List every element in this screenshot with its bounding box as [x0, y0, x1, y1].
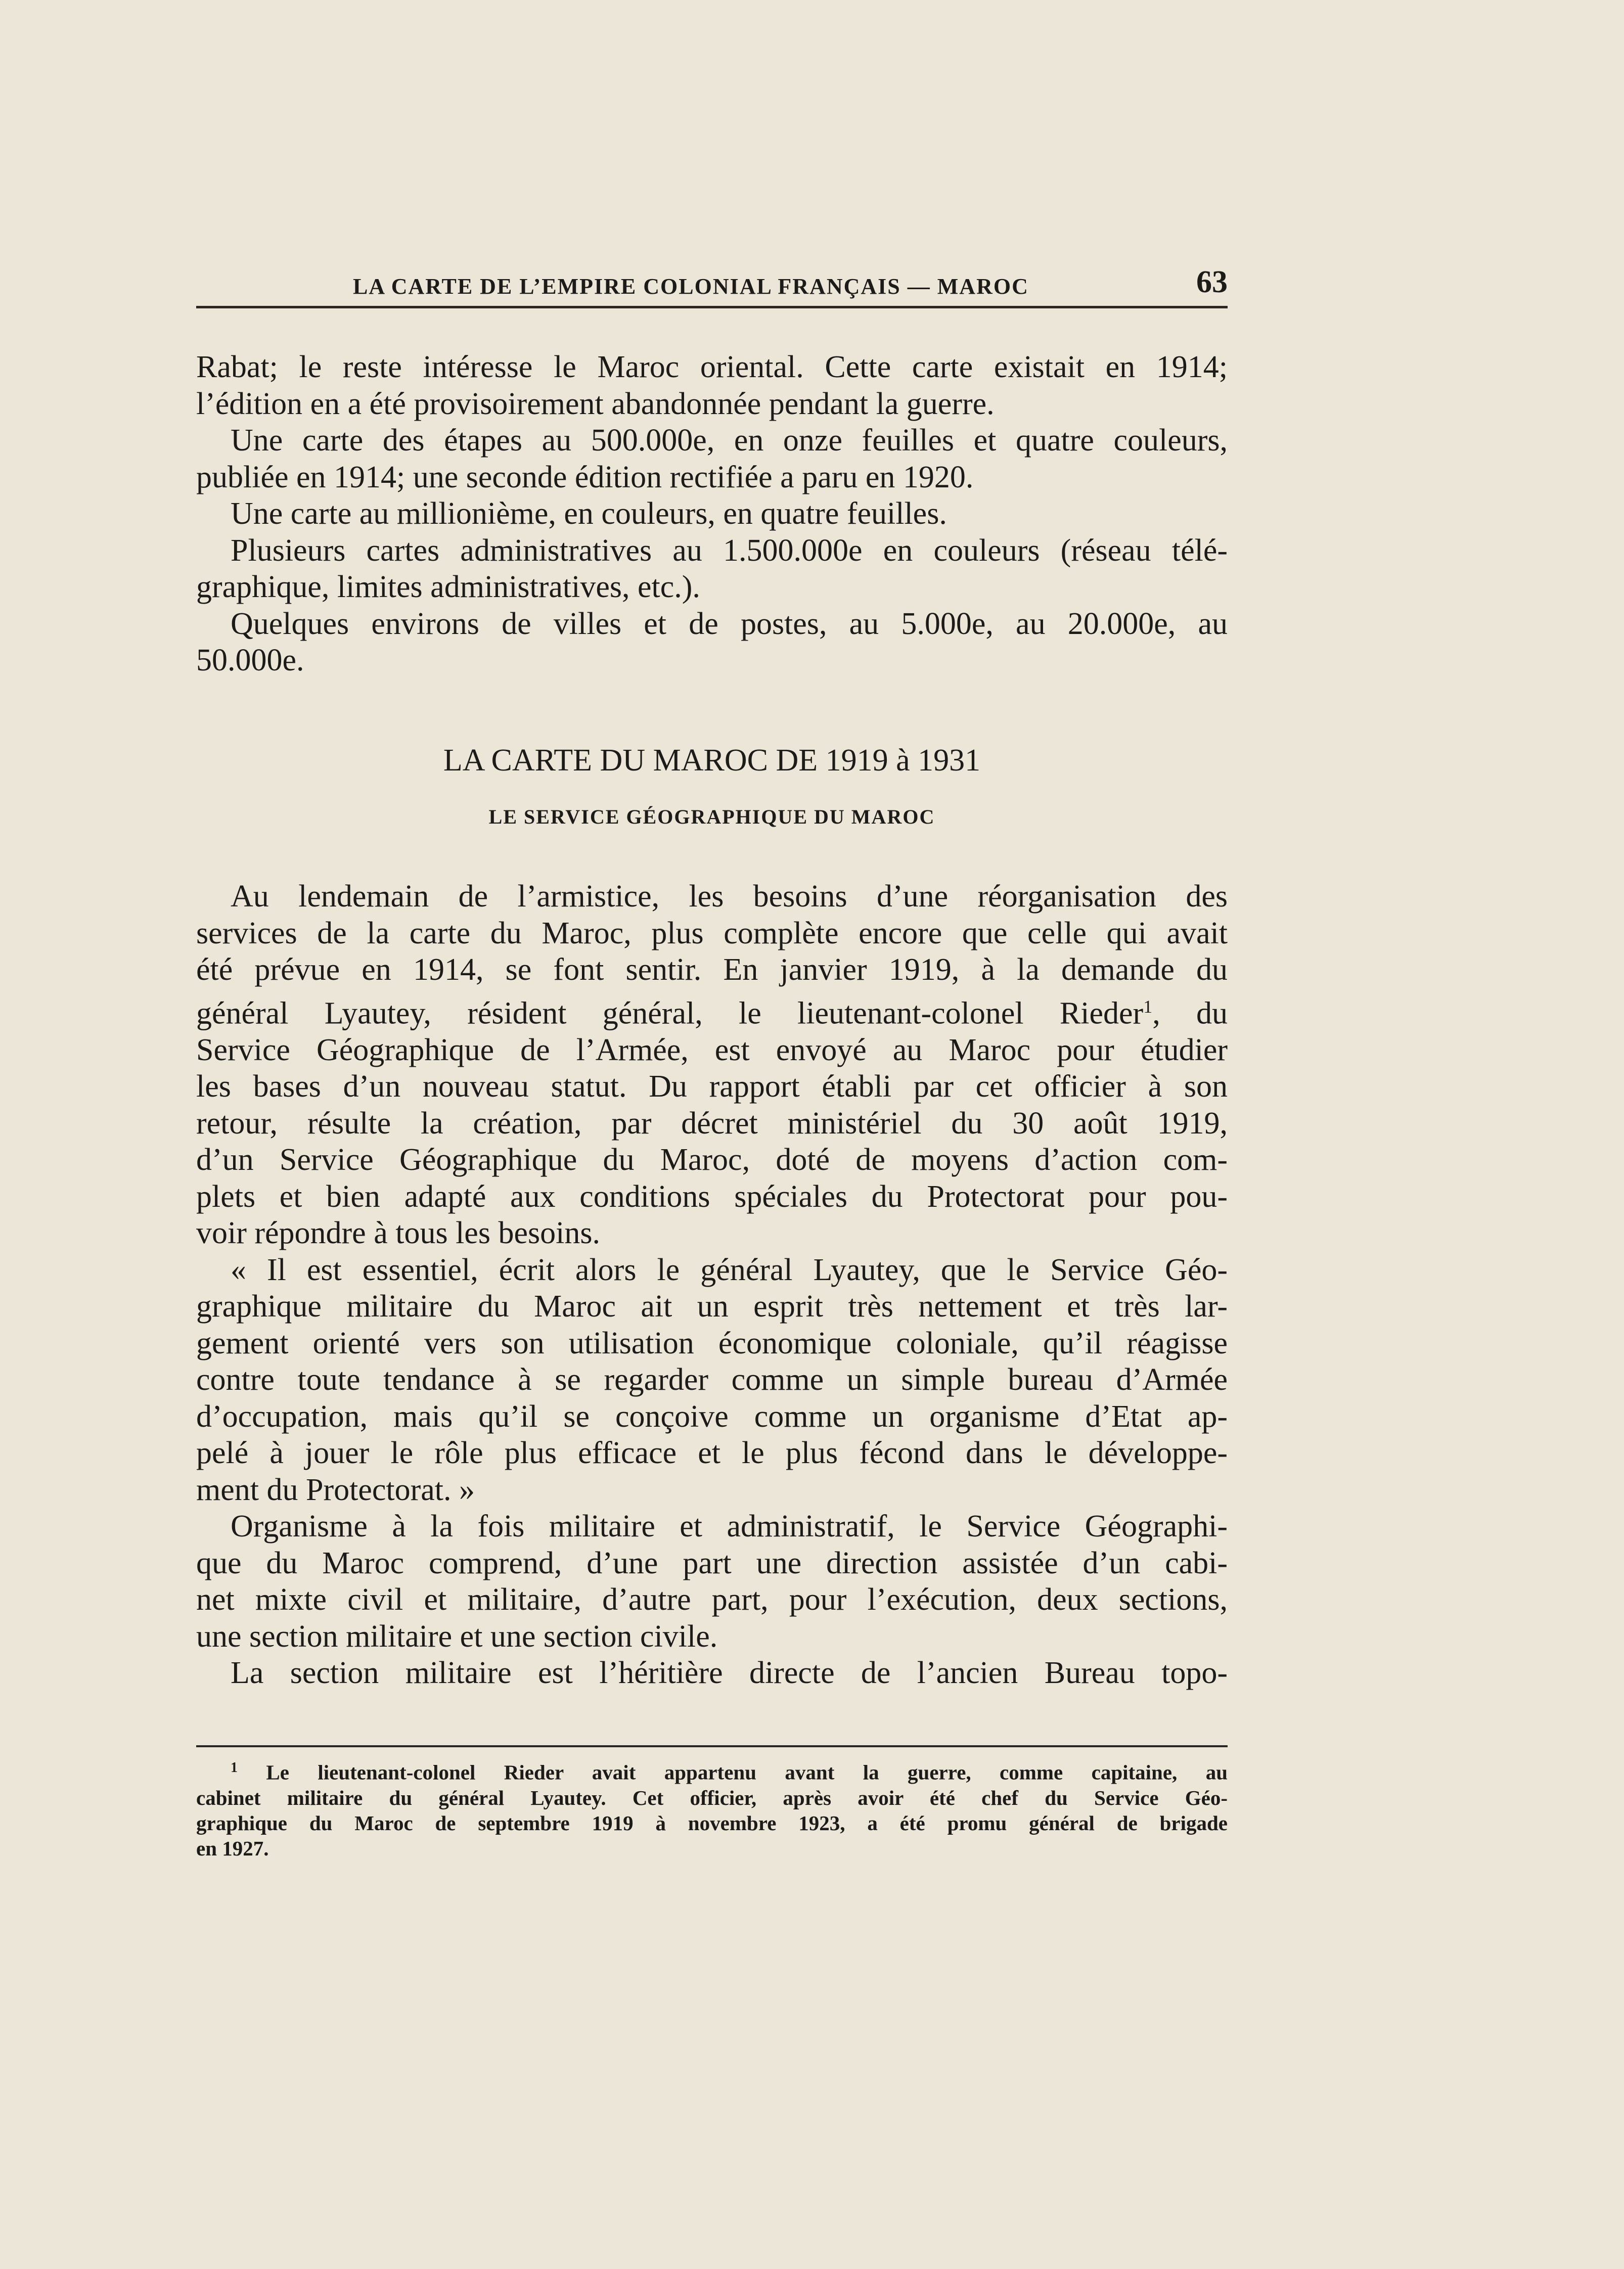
text-line: retour, résulte la création, par décret ministériel du 30 août 1919,: [196, 1106, 1228, 1141]
text-line: gement orienté vers son utilisation économique coloniale, qu’il réagisse: [196, 1326, 1228, 1360]
text-line: que du Maroc comprend, d’une part une direction assistée d’un cabi-: [196, 1546, 1228, 1580]
text-line: 50.000e.: [196, 643, 304, 677]
text-line: les bases d’un nouveau statut. Du rapport établi par cet officier à son: [196, 1069, 1228, 1104]
text-line: publiée en 1914; une seconde édition rectifiée a paru en 1920.: [196, 460, 974, 494]
footnote-divider: [196, 1745, 1228, 1747]
running-title: LA CARTE DE L’EMPIRE COLONIAL FRANÇAIS — MAROC: [353, 274, 1029, 299]
text-line: d’un Service Géographique du Maroc, doté de moyens d’action com-: [196, 1143, 1228, 1177]
paragraph-block-2: [196, 878, 1228, 1692]
text-line: Organisme à la fois militaire et administratif, le Service Géographi-: [231, 1509, 1228, 1544]
paragraph-block-1: [196, 349, 1228, 679]
footnote-mark: 1: [231, 1760, 238, 1776]
section-title: LA CARTE DU MAROC DE 1919 à 1931: [443, 743, 981, 778]
text-line: net mixte civil et militaire, d’autre part, pour l’exécution, deux sections,: [196, 1582, 1228, 1617]
text-line: Une carte des étapes au 500.000e, en onze feuilles et quatre couleurs,: [231, 423, 1228, 458]
text-line: une section militaire et une section civile.: [196, 1619, 718, 1654]
text-line: Une carte au millionième, en couleurs, en quatre feuilles.: [231, 496, 947, 531]
text-line: Au lendemain de l’armistice, les besoins d’une réorganisation des: [231, 879, 1228, 914]
footnote-line: graphique du Maroc de septembre 1919 à novembre 1923, a été promu général de brigade: [196, 1811, 1228, 1835]
running-head: [196, 260, 1228, 308]
footnote-line: [196, 1755, 1228, 1785]
text-line: Rabat; le reste intéresse le Maroc oriental. Cette carte existait en 1914;: [196, 350, 1228, 384]
footnote-line: en 1927.: [196, 1836, 269, 1860]
footnote: [196, 1755, 1228, 1861]
section-subtitle: LE SERVICE GÉOGRAPHIQUE DU MAROC: [488, 805, 935, 828]
text-line: contre toute tendance à se regarder comme un simple bureau d’Armée: [196, 1363, 1228, 1397]
text-line: ment du Protectorat. »: [196, 1472, 475, 1507]
text-line: plets et bien adapté aux conditions spéciales du Protectorat pour pou-: [196, 1179, 1228, 1214]
footnote-text: Le lieutenant-colonel Rieder avait appartenu avant la guerre, comme capitaine, au: [266, 1760, 1228, 1784]
text-span: général Lyautey, résident général, le lieutenant-colonel Rieder: [196, 996, 1144, 1031]
text-line: « Il est essentiel, écrit alors le général Lyautey, que le Service Géo-: [231, 1252, 1228, 1287]
text-line: Service Géographique de l’Armée, est envoyé au Maroc pour étudier: [196, 1032, 1228, 1067]
text-line: pelé à jouer le rôle plus efficace et le plus fécond dans le développe-: [196, 1436, 1228, 1471]
text-line: Plusieurs cartes administratives au 1.500.000e en couleurs (réseau télé-: [231, 533, 1228, 568]
footnote-reference: 1: [1143, 996, 1153, 1017]
text-line: l’édition en a été provisoirement abandonnée pendant la guerre.: [196, 386, 995, 421]
text-line: été prévue en 1914, se font sentir. En janvier 1919, à la demande du: [196, 952, 1228, 987]
text-line: d’occupation, mais qu’il se conçoive comme un organisme d’Etat ap-: [196, 1399, 1228, 1434]
text-span: , du: [1152, 996, 1228, 1031]
text-line: Quelques environs de villes et de postes, au 5.000e, au 20.000e, au: [231, 606, 1228, 641]
text-line-with-note: [196, 988, 1228, 1032]
text-line: La section militaire est l’héritière directe de l’ancien Bureau topo-: [231, 1656, 1228, 1691]
footnote-line: cabinet militaire du général Lyautey. Cet officier, après avoir été chef du Service Géo-: [196, 1786, 1228, 1809]
text-line: voir répondre à tous les besoins.: [196, 1216, 600, 1251]
page-number: 63: [1196, 265, 1228, 299]
text-line: graphique militaire du Maroc ait un esprit très nettement et très lar-: [196, 1289, 1228, 1324]
text-line: graphique, limites administratives, etc.).: [196, 570, 700, 604]
text-line: services de la carte du Maroc, plus complète encore que celle qui avait: [196, 916, 1228, 950]
